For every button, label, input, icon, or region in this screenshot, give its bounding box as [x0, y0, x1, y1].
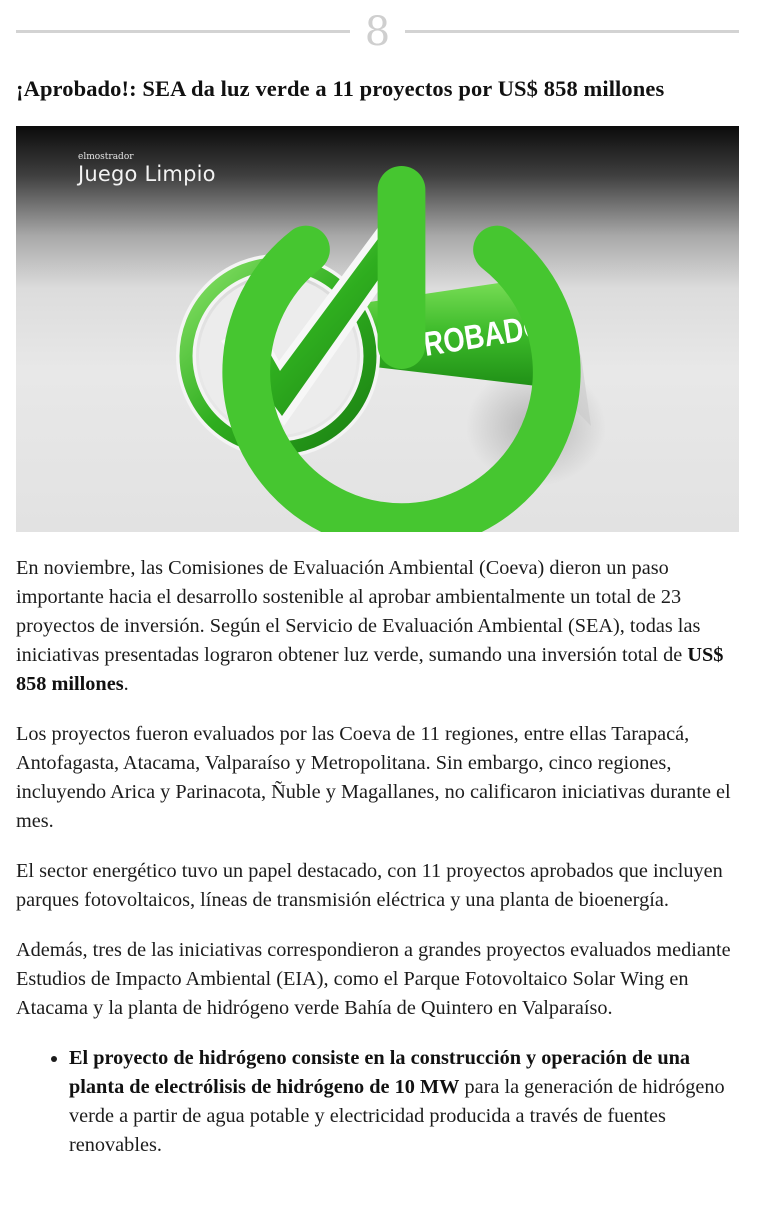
divider-line-left — [16, 30, 350, 33]
paragraph-1-text: En noviembre, las Comisiones de Evaluación Ambiental (Coeva) dieron un paso importante hacia el desarrollo sostenible al aprobar ambientalmente un total de 23 proyectos de inversión. Según el Servicio de Evaluación Ambiental (SEA), todas las iniciativas presentadas lograron obtener luz verde, sumando una inversión total de — [16, 557, 701, 666]
paragraph-2: Los proyectos fueron evaluados por las Coeva de 11 regiones, entre ellas Tarapacá, Antofagasta, Atacama, Valparaíso y Metropolitana. Sin embargo, cinco regiones, incluyendo Arica y Parinacota, Ñuble y Magallanes, no calificaron iniciativas durante el mes. — [16, 723, 731, 832]
brand-name: Juego Limpio — [78, 162, 216, 186]
list-item — [69, 1044, 739, 1160]
article-title: ¡Aprobado!: SEA da luz verde a 11 proyectos por US$ 858 millones — [16, 76, 665, 101]
stamp-text: APROBADO — [383, 301, 586, 370]
section-number: 8 — [364, 9, 391, 55]
power-icon — [40, 154, 739, 532]
paragraph-3: El sector energético tuvo un papel destacado, con 11 proyectos aprobados que incluyen parques fotovoltaicos, líneas de transmisión eléctrica y una planta de bioenergía. — [16, 860, 723, 911]
list-item-bold: El proyecto de hidrógeno consiste en la construcción y operación de una planta de electrólisis de hidrógeno de 10 MW — [69, 1047, 691, 1098]
brand-small-text: elmostrador — [78, 152, 134, 162]
article-body — [16, 554, 739, 1160]
paragraph-4: Además, tres de las iniciativas correspondieron a grandes proyectos evaluados mediante Estudios de Impacto Ambiental (EIA), como el Parque Fotovoltaico Solar Wing en Atacama y la planta de hidrógeno verde Bahía de Quintero en Valparaíso. — [16, 939, 731, 1019]
list-item-text: para la generación de hidrógeno verde a partir de agua potable y electricidad producida a través de fuentes renovables. — [69, 1076, 725, 1156]
divider-line-right — [405, 30, 739, 33]
hero-image — [16, 126, 739, 532]
paragraph-1-bold: US$ 858 millones — [16, 644, 724, 695]
section-divider — [16, 8, 739, 56]
paragraph-1 — [16, 554, 739, 699]
paragraph-1-end: . — [123, 673, 129, 695]
bullet-list — [16, 1044, 739, 1160]
